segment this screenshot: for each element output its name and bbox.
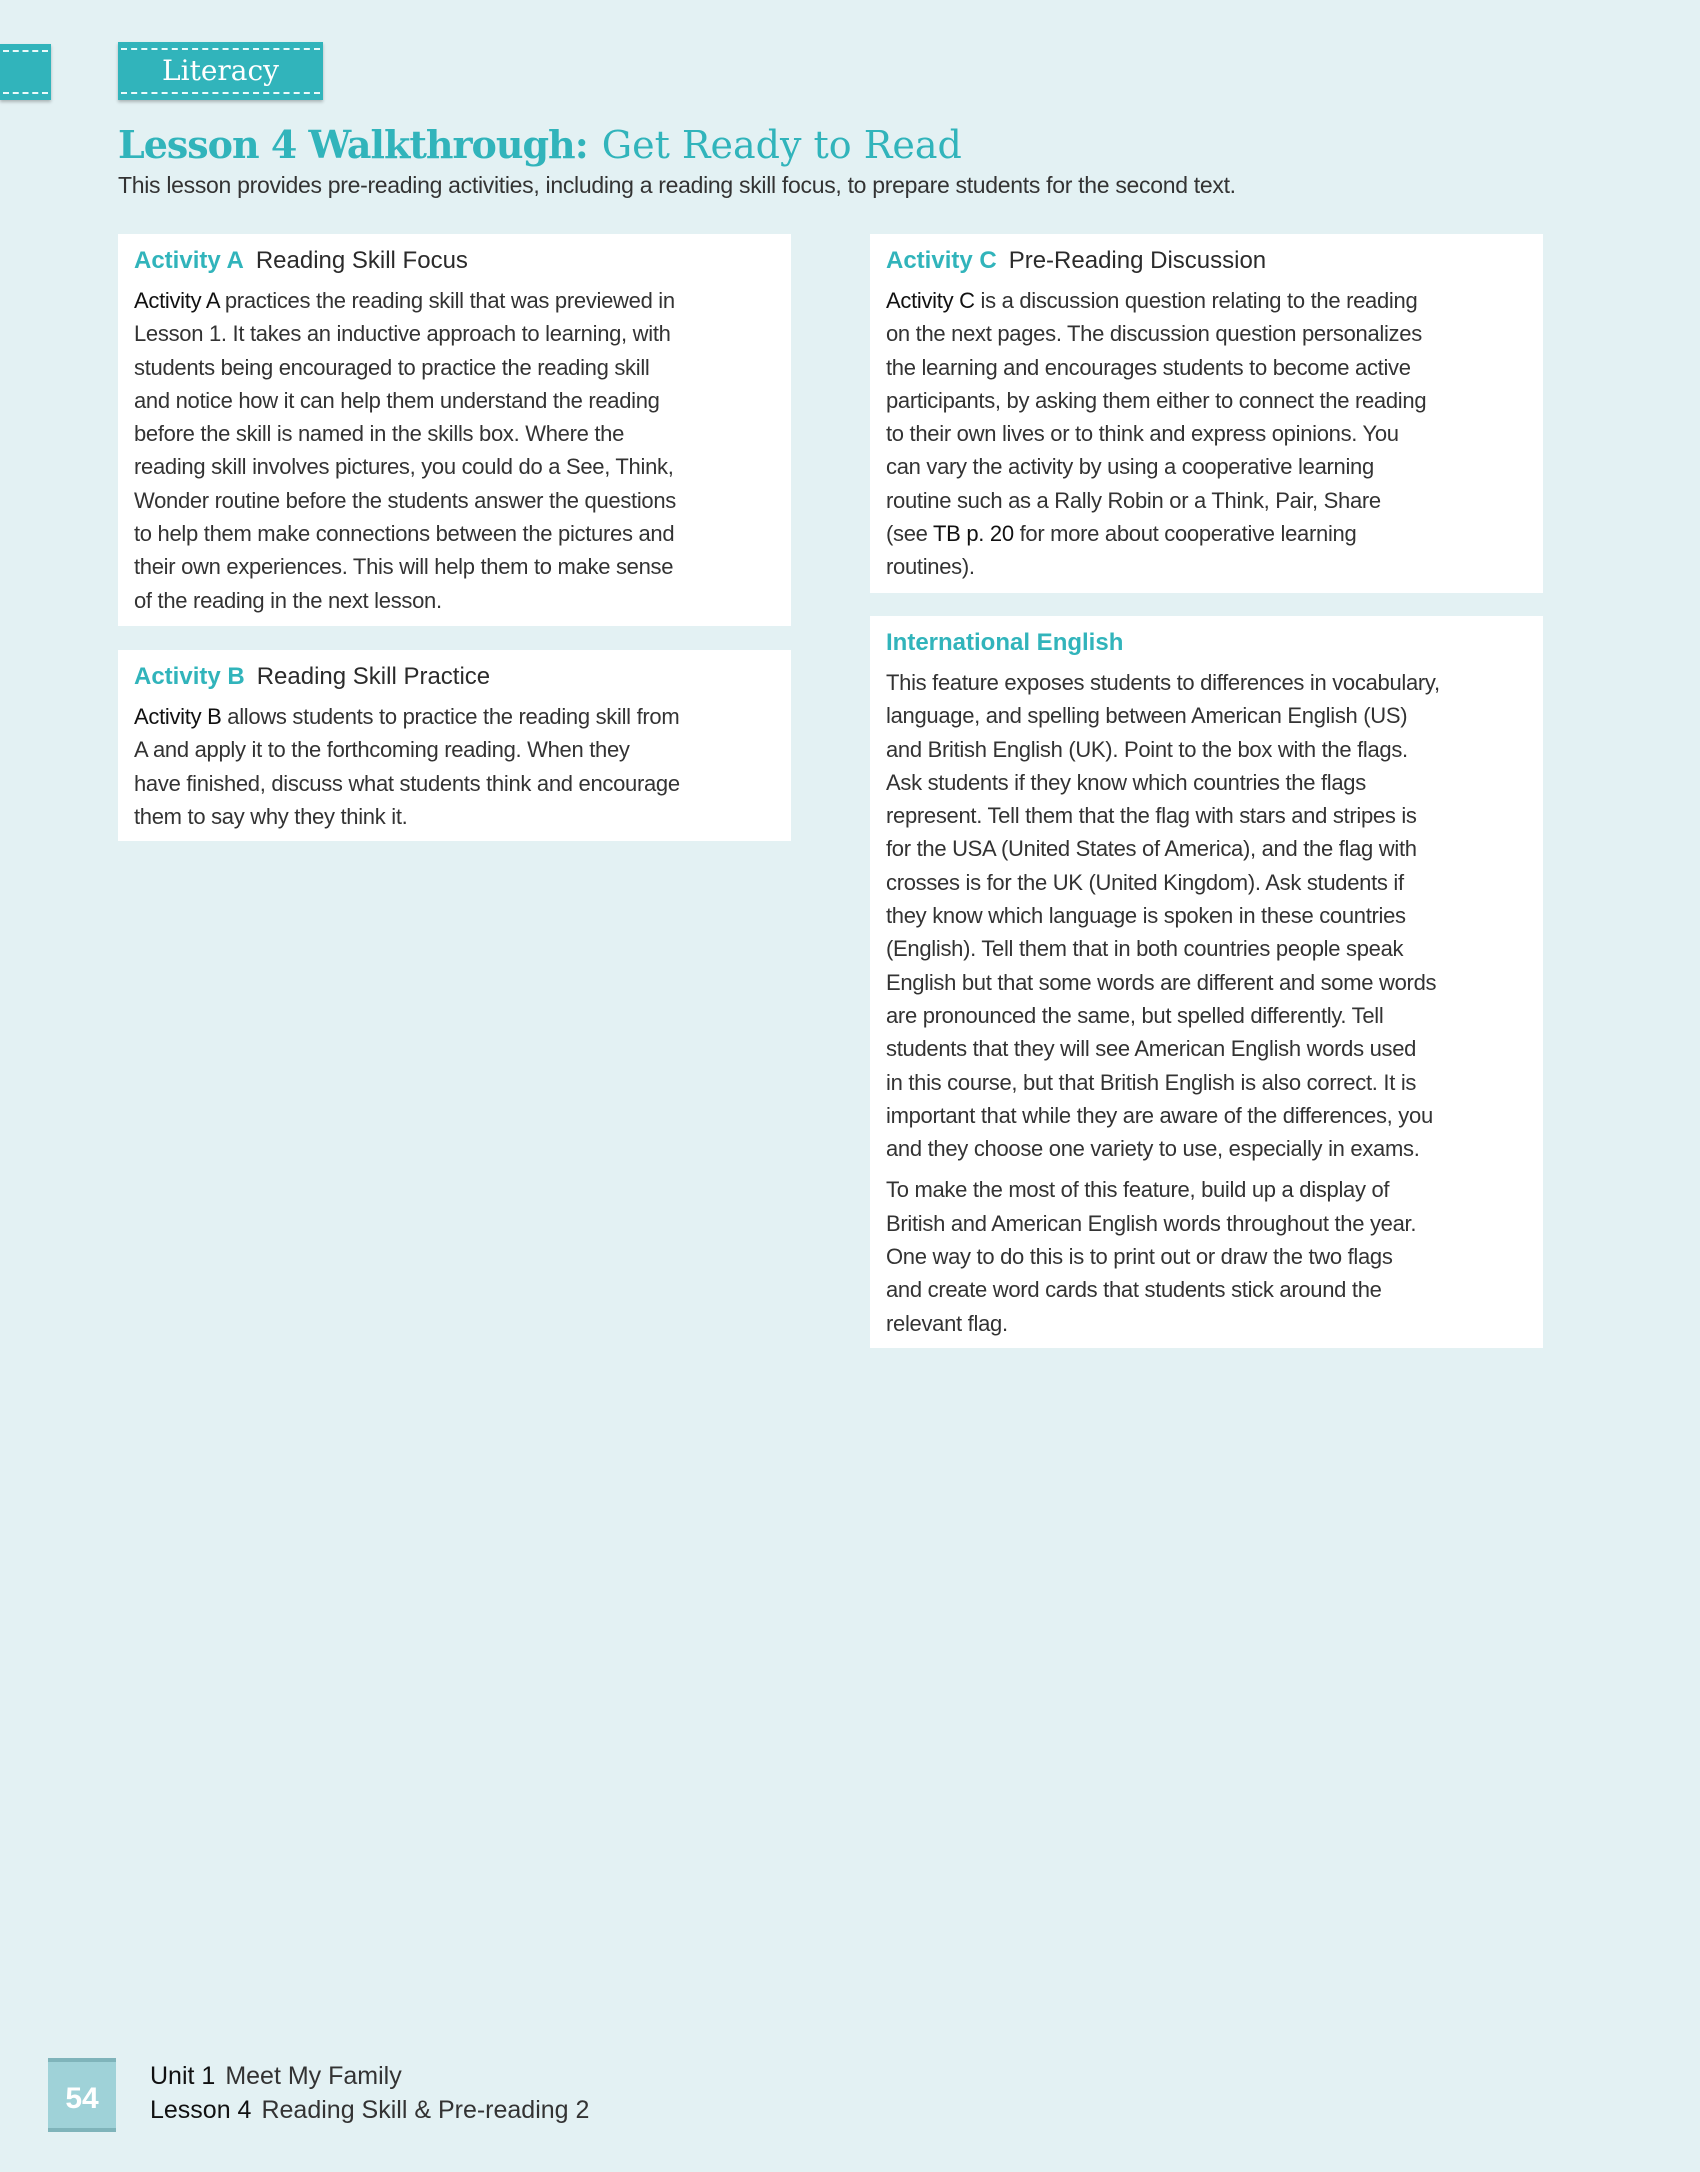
text-line: To make the most of this feature, build up a display of bbox=[886, 1177, 1390, 1203]
card-body bbox=[134, 284, 775, 617]
text-line: routines). bbox=[886, 554, 975, 580]
text-line: routine such as a Rally Robin or a Think, Pair, Share bbox=[886, 487, 1381, 513]
activity-b-card bbox=[118, 650, 791, 841]
lesson-title: Reading Skill & Pre-reading 2 bbox=[261, 2096, 590, 2124]
activity-lead: Activity A bbox=[134, 288, 220, 313]
text: for more about cooperative learning bbox=[1013, 521, 1357, 547]
text-line bbox=[134, 284, 775, 317]
activity-lead: Activity C bbox=[886, 288, 975, 313]
activity-label: Activity B bbox=[134, 663, 245, 690]
text-line: of the reading in the next lesson. bbox=[134, 587, 442, 613]
text-line: to their own lives or to think and express opinions. You bbox=[886, 421, 1399, 447]
card-heading bbox=[134, 244, 775, 278]
lesson-label: Lesson 4 bbox=[150, 2096, 252, 2124]
page-reference: TB p. 20 bbox=[933, 521, 1014, 547]
activity-heading: Reading Skill Focus bbox=[255, 247, 468, 274]
paragraph bbox=[886, 1173, 1527, 1339]
text-line: to help them make connections between the pictures and bbox=[134, 521, 675, 547]
text-line: A and apply it to the forthcoming reading. When they bbox=[134, 737, 630, 763]
text-line: language, and spelling between American English (US) bbox=[886, 703, 1408, 729]
text-line: Ask students if they know which countries the flags bbox=[886, 769, 1366, 795]
text-line: students that they will see American English words used bbox=[886, 1036, 1417, 1062]
feature-label: International English bbox=[886, 629, 1124, 656]
card-body bbox=[134, 700, 775, 833]
text-line: participants, by asking them either to connect the reading bbox=[886, 387, 1427, 413]
title-bold: Lesson 4 Walkthrough: bbox=[118, 122, 588, 167]
text-line: can vary the activity by using a cooperative learning bbox=[886, 454, 1374, 480]
text-line: English but that some words are different and some words bbox=[886, 969, 1437, 995]
text: allows students to practice the reading skill from bbox=[221, 704, 680, 729]
page-title bbox=[118, 122, 962, 167]
card-body bbox=[886, 284, 1527, 517]
page-subtitle: This lesson provides pre-reading activities, including a reading skill focus, to prepare students for the second text. bbox=[118, 172, 1236, 198]
text-line: One way to do this is to print out or draw the two flags bbox=[886, 1244, 1393, 1270]
text-line: Lesson 1. It takes an inductive approach to learning, with bbox=[134, 321, 671, 347]
card-heading bbox=[886, 244, 1527, 278]
activity-c-card bbox=[870, 234, 1543, 593]
text-line: represent. Tell them that the flag with stars and stripes is bbox=[886, 803, 1417, 829]
activity-heading: Pre-Reading Discussion bbox=[1008, 247, 1267, 274]
text-line: before the skill is named in the skills box. Where the bbox=[134, 421, 625, 447]
page-number: 54 bbox=[48, 2058, 116, 2132]
text-line: and British English (UK). Point to the box with the flags. bbox=[886, 736, 1408, 762]
text-line: crosses is for the UK (United Kingdom). Ask students if bbox=[886, 869, 1404, 895]
text-line: are pronounced the same, but spelled differently. Tell bbox=[886, 1002, 1384, 1028]
text-line: important that while they are aware of the differences, you bbox=[886, 1102, 1433, 1128]
activity-lead: Activity B bbox=[134, 704, 222, 729]
text-line: (English). Tell them that in both countries people speak bbox=[886, 936, 1404, 962]
activity-heading: Reading Skill Practice bbox=[256, 663, 491, 690]
text-line: relevant flag. bbox=[886, 1310, 1008, 1336]
activity-a-card bbox=[118, 234, 791, 626]
text: (see bbox=[886, 521, 934, 547]
text-line: in this course, but that British English is also correct. It is bbox=[886, 1069, 1417, 1095]
text-line bbox=[134, 700, 775, 733]
international-english-card bbox=[870, 616, 1543, 1348]
text-line: students being encouraged to practice the reading skill bbox=[134, 354, 650, 380]
text-line: British and American English words throughout the year. bbox=[886, 1210, 1417, 1236]
text-line bbox=[886, 517, 1527, 550]
section-tab: Literacy bbox=[118, 42, 323, 100]
text-line: them to say why they think it. bbox=[134, 803, 408, 829]
text-line: their own experiences. This will help them to make sense bbox=[134, 554, 674, 580]
text-line: the learning and encourages students to become active bbox=[886, 354, 1411, 380]
text-line: Wonder routine before the students answer the questions bbox=[134, 487, 676, 513]
text-line: This feature exposes students to differences in vocabulary, bbox=[886, 670, 1440, 695]
text-line: and they choose one variety to use, especially in exams. bbox=[886, 1136, 1420, 1162]
text: practices the reading skill that was previewed in bbox=[219, 288, 675, 313]
card-heading bbox=[134, 660, 775, 694]
text-line: on the next pages. The discussion question personalizes bbox=[886, 321, 1422, 347]
text-line: and notice how it can help them understand the reading bbox=[134, 387, 660, 413]
text-line: reading skill involves pictures, you could do a See, Think, bbox=[134, 454, 674, 480]
footer-lesson bbox=[150, 2096, 589, 2125]
side-tab bbox=[0, 44, 51, 100]
unit-title: Meet My Family bbox=[225, 2062, 402, 2090]
text: is a discussion question relating to the reading bbox=[974, 288, 1418, 313]
text-line: for the USA (United States of America), and the flag with bbox=[886, 836, 1417, 862]
text-line: have finished, discuss what students think and encourage bbox=[134, 770, 680, 796]
text-line bbox=[886, 284, 1527, 317]
paragraph bbox=[886, 666, 1527, 1165]
card-heading bbox=[886, 626, 1527, 660]
text-line: and create word cards that students stick around the bbox=[886, 1277, 1382, 1303]
activity-label: Activity C bbox=[886, 247, 997, 274]
title-light: Get Ready to Read bbox=[601, 123, 962, 167]
footer-unit bbox=[150, 2062, 402, 2091]
text-line: they know which language is spoken in these countries bbox=[886, 903, 1406, 929]
activity-label: Activity A bbox=[134, 247, 244, 274]
unit-label: Unit 1 bbox=[150, 2062, 216, 2090]
